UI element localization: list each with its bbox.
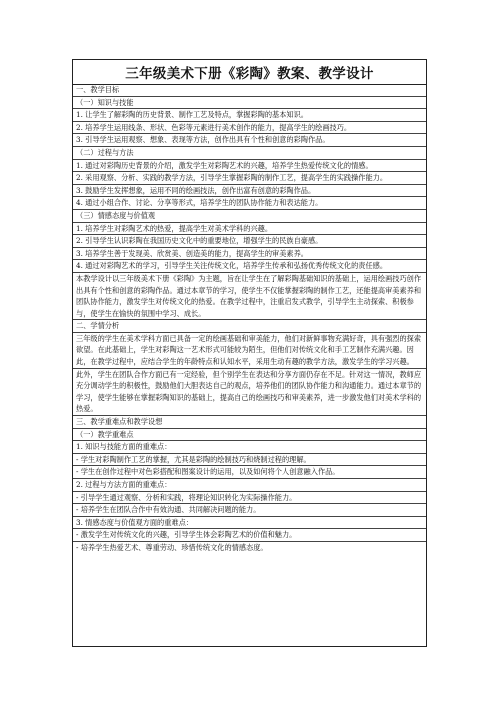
- table-row: 2. 采用观察、分析、实践的教学方法，引导学生掌握彩陶的制作工艺，提高学生的实践操作能力。: [73, 172, 426, 185]
- table-row: 3. 引导学生运用观察、想象、表现等方法，创作出具有个性和创意的彩陶作品。: [73, 134, 426, 147]
- table-row: 4. 通过小组合作、讨论、分享等形式，培养学生的团队协作能力和表达能力。: [73, 197, 426, 210]
- table-row: 二、学情分析: [73, 320, 426, 333]
- table-row: - 培养学生在团队合作中有效沟通、共同解决问题的能力。: [73, 504, 426, 517]
- table-row: 3. 鼓励学生发挥想象，运用不同的绘画技法，创作出富有创意的彩陶作品。: [73, 185, 426, 198]
- table-row: - 学生对彩陶制作工艺的掌握，尤其是彩陶的绘制技巧和烧制过程的理解。: [73, 454, 426, 467]
- table-row: 1. 知识与技能方面的重难点：: [73, 441, 426, 454]
- table-row: （一）知识与技能: [73, 97, 426, 110]
- table-row: - 引导学生通过观察、分析和实践，将理论知识转化为实际操作能力。: [73, 492, 426, 505]
- table-row: 1. 培养学生对彩陶艺术的热爱，提高学生对美术学科的兴趣。: [73, 223, 426, 236]
- table-row: 2. 培养学生运用线条、形状、色彩等元素进行美术创作的能力，提高学生的绘画技巧。: [73, 122, 426, 135]
- table-body: [73, 84, 426, 646]
- table-row: 1. 通过对彩陶历史背景的介绍，激发学生对彩陶艺术的兴趣，培养学生热爱传统文化的情感。: [73, 160, 426, 173]
- table-row: 2. 引导学生认识彩陶在我国历史文化中的重要地位，增强学生的民族自豪感。: [73, 235, 426, 248]
- table-row: 4. 通过对彩陶艺术的学习，引导学生关注传统文化，培养学生传承和弘扬优秀传统文化的责任感。: [73, 260, 426, 273]
- title-cell: [73, 60, 426, 85]
- table-row: - 学生在创作过程中对色彩搭配和图案设计的运用，以及如何将个人创意融入作品。: [73, 466, 426, 479]
- table-row: - 培养学生热爱艺术、尊重劳动、珍惜传统文化的情感态度。: [76, 542, 268, 552]
- table-row: 本教学设计以三年级美术下册《彩陶》为主题，旨在让学生在了解彩陶基础知识的基础上，运用绘画技巧创作出具有个性和创意的彩陶作品。通过本章节的学习，使学生不仅能掌握彩陶的制作工艺，还能提高审美素养和团队协作能力，激发学生对传统文化的热爱。在教学过程中，注重启发式教学，引导学生主动探索、积极参与，使学生在愉快的氛围中学习、成长。: [73, 273, 426, 320]
- table-row: 此外，学生在团队合作方面已有一定经验，但个别学生在表达和分享方面仍存在不足。针对这一情况，教师应充分调动学生的积极性，鼓励他们大胆表达自己的观点，培养他们的团队协作能力和沟通能力。通过本章节的学习，使学生能够在掌握彩陶知识的基础上，提高自己的绘画技巧和审美素养，进一步激发他们对美术学科的热爱。: [73, 369, 426, 416]
- table-row: 3. 培养学生善于发现美、欣赏美、创造美的能力，提高学生的审美素养。: [73, 248, 426, 261]
- table-row: 1. 让学生了解彩陶的历史背景、制作工艺及特点，掌握彩陶的基本知识。: [73, 109, 426, 122]
- table-row: 一、教学目标: [73, 84, 426, 97]
- table-row: - 激发学生对传统文化的兴趣，引导学生体会彩陶艺术的价值和魅力。: [73, 529, 426, 542]
- table-row: 3. 情感态度与价值观方面的重难点：: [73, 517, 426, 530]
- table-row: （二）过程与方法: [73, 147, 426, 160]
- lesson-plan-table: [72, 59, 427, 647]
- table-row: 三、教学重难点和教学设想: [73, 416, 426, 429]
- table-row: 三年级的学生在美术学科方面已具备一定的绘画基础和审美能力，他们对新鲜事物充满好奇，具有强烈的探索欲望。在此基础上，学生对彩陶这一艺术形式可能较为陌生，但他们对传统文化和手工艺制作充满兴趣。因此，在教学过程中，应结合学生的年龄特点和认知水平，采用生动有趣的教学方法，激发学生的学习兴趣。: [73, 333, 426, 369]
- table-row: （一）教学重难点: [73, 429, 426, 442]
- table-row: （三）情感态度与价值观: [73, 210, 426, 223]
- document-title: 三年级美术下册《彩陶》教案、教学设计: [125, 66, 374, 82]
- table-row: 2. 过程与方法方面的重难点：: [73, 479, 426, 492]
